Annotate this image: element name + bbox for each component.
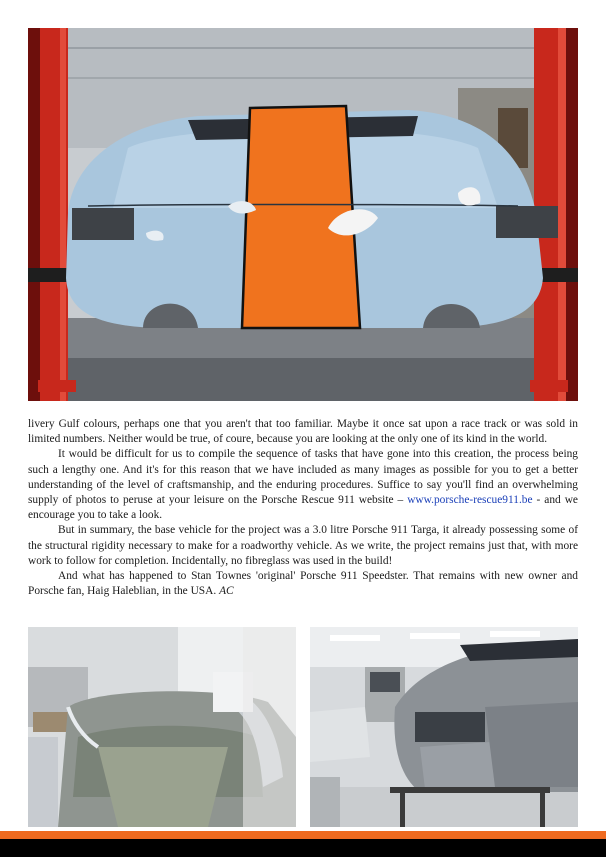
paragraph-3: But in summary, the base vehicle for the project was a 3.0 litre Porsche 911 Targa, it already possessing some of the structural rigidity necessary to make for a roadworthy vehicle. As we write, the project remains just that, with more work to follow for completion. Incidentally, no fibreglass was used in the build!	[28, 524, 578, 567]
paragraph-4: And what has happened to Stan Townes 'original' Porsche 911 Speedster. That remains with new owner and Porsche fan, Haig Haleblian, in the USA. AC	[28, 570, 578, 598]
paragraph-1: livery Gulf colours, perhaps one that you aren't that too familiar. Maybe it once sat upon a race track or was sold in limited numbers. Neither would be true, of coure, because you are looking at the only one of its kind in the world.	[28, 418, 578, 446]
porsche-rescue-website-link[interactable]: www.porsche-rescue911.be	[407, 494, 533, 507]
author-initials: AC	[219, 585, 234, 598]
hero-photo-gulf-livery-body-on-lift	[28, 28, 578, 401]
footer-black-band	[0, 839, 606, 857]
photo-workshop-bare-metal-body	[310, 627, 578, 827]
paragraph-2: It would be difficult for us to compile the sequence of tasks that have gone into this creation, the process being such a lengthy one. And it's for this reason that we have included as many images as possible for you to get a better understanding of the level of craftsmanship, and the enduring procedures. Suffice to say you'll find an overwhelming supply of photos to peruse at your leisure on the Porsche Rescue 911 website – www.porsche-rescue911.be - and we encourage you to take a look.	[28, 448, 578, 522]
article-body	[28, 417, 578, 599]
footer-orange-band	[0, 831, 606, 839]
photo-bare-metal-interior	[28, 627, 296, 827]
